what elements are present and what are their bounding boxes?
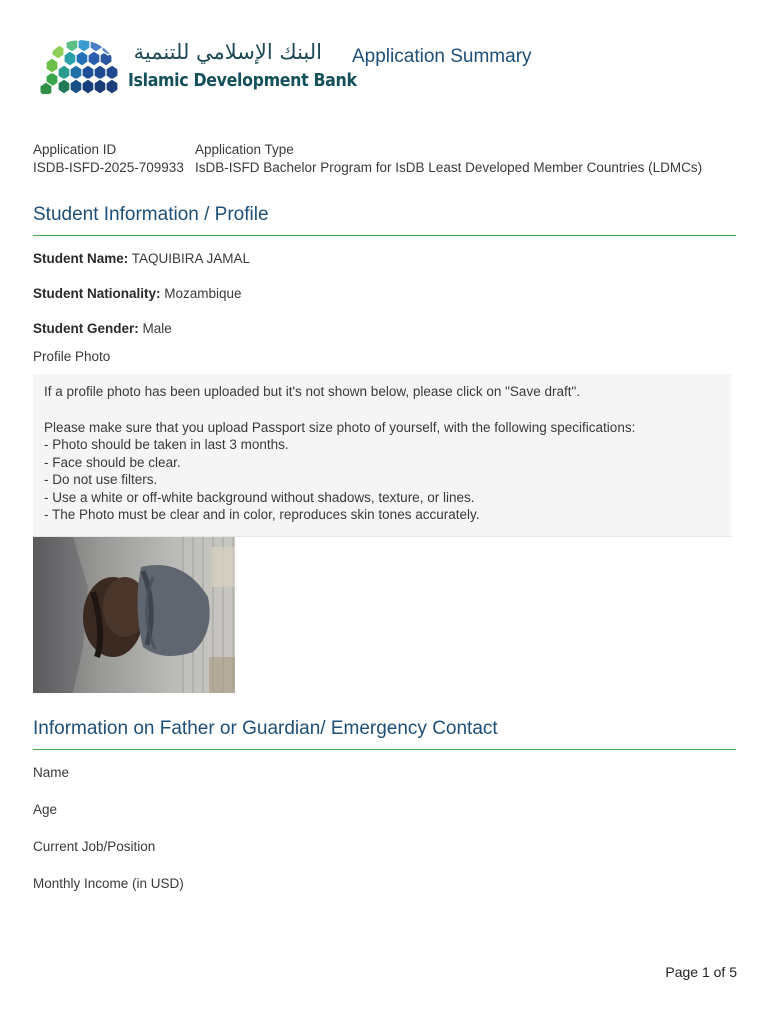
guardian-income-label: Monthly Income (in USD) [33, 876, 184, 891]
isdb-globe-logo-icon [38, 38, 122, 98]
note-line: If a profile photo has been uploaded but it's not shown below, please click on "Save draft". [44, 384, 581, 399]
student-name-field [33, 251, 250, 266]
student-gender-value: Male [142, 321, 172, 336]
application-id-value: ISDB-ISFD-2025-709933 [33, 160, 184, 175]
logo-arabic-text: البنك الإسلامي للتنمية [133, 40, 322, 64]
note-line: - Do not use filters. [44, 472, 158, 487]
note-line: - The Photo must be clear and in color, reproduces skin tones accurately. [44, 507, 480, 522]
student-name-label: Student Name: [33, 251, 129, 266]
section-divider [33, 749, 736, 750]
profile-photo-label: Profile Photo [33, 349, 111, 364]
student-gender-label: Student Gender: [33, 321, 139, 336]
student-name-value: TAQUIBIRA JAMAL [131, 251, 251, 266]
section-divider [33, 235, 736, 236]
student-nationality-value: Mozambique [164, 286, 242, 301]
logo-english-text: Islamic Development Bank [128, 70, 357, 91]
guardian-section-title: Information on Father or Guardian/ Emergency Contact [33, 718, 498, 739]
student-gender-field [33, 321, 172, 336]
student-section-title: Student Information / Profile [33, 204, 269, 225]
note-line: - Use a white or off-white background without shadows, texture, or lines. [44, 490, 475, 505]
application-type-value: IsDB-ISFD Bachelor Program for IsDB Least Developed Member Countries (LDMCs) [195, 160, 703, 175]
student-nationality-label: Student Nationality: [33, 286, 161, 301]
profile-photo-image [33, 537, 235, 693]
page-number: Page 1 of 5 [665, 964, 737, 980]
document-title: Application Summary [352, 46, 532, 67]
note-line: - Photo should be taken in last 3 months. [44, 437, 289, 452]
note-line: - Face should be clear. [44, 455, 181, 470]
application-id-label: Application ID [33, 142, 117, 157]
guardian-job-label: Current Job/Position [33, 839, 156, 854]
photo-instructions-note [33, 374, 731, 537]
guardian-age-label: Age [33, 802, 58, 817]
note-line: Please make sure that you upload Passport size photo of yourself, with the following specifications: [44, 420, 636, 435]
guardian-name-label: Name [33, 765, 70, 780]
student-nationality-field [33, 286, 242, 301]
application-type-label: Application Type [195, 142, 294, 157]
